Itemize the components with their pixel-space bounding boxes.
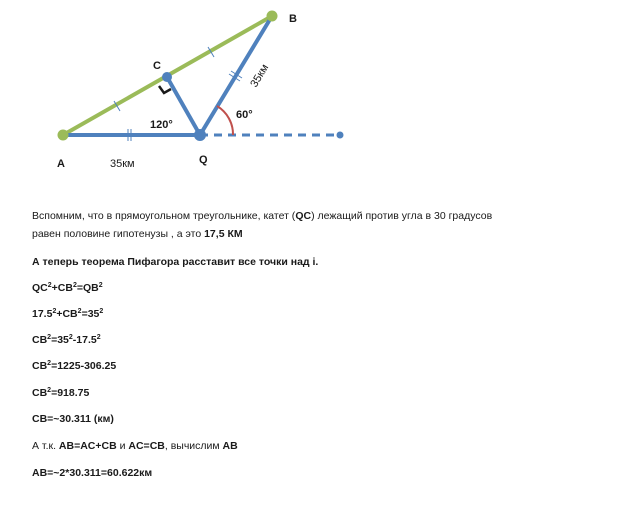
- geometry-diagram: [0, 0, 640, 200]
- point-q: [194, 129, 206, 141]
- equation-1: $QC^2+CB^2=QB^2$: [32, 282, 103, 294]
- point-a: [58, 130, 69, 141]
- label-a: A: [57, 158, 65, 170]
- line2-part-b: 17,5 КМ: [204, 228, 243, 240]
- equation-3: $CB^2=35^2-17.5^2$: [32, 334, 101, 346]
- equation-2: $17.5^2+CB^2=35^2$: [32, 308, 104, 320]
- extension-end-dot: [337, 132, 344, 139]
- length-qb-label: 35км: [248, 62, 272, 90]
- label-q: Q: [199, 154, 208, 166]
- final-result: AB=~2*30.311=60.622км: [32, 467, 153, 479]
- line1-part-c: ) лежащий против угла в 30 градусов: [311, 210, 493, 222]
- point-c: [162, 72, 172, 82]
- explanation-line-1: [32, 208, 492, 224]
- pythagoras-intro: А теперь теорема Пифагора расставит все точки над i.: [32, 256, 319, 268]
- since-line: А т.к. AB=AC+CB и AC=CB, вычислим AB: [32, 440, 238, 452]
- length-aq-label: 35км: [110, 158, 135, 170]
- explanation-line-2: [32, 226, 243, 242]
- right-angle-mark: [159, 86, 171, 93]
- equation-5: $CB^2=918.75$: [32, 387, 90, 399]
- label-c: C: [153, 60, 161, 72]
- angle-60-label: 60°: [236, 109, 253, 121]
- line1-part-b: QC: [295, 210, 312, 222]
- equation-6: CB=~30.311 (км): [32, 413, 114, 425]
- angle-60-arc: [217, 106, 233, 135]
- label-b: B: [289, 13, 297, 25]
- line2-part-a: равен половине гипотенузы , а это: [32, 228, 205, 240]
- point-b: [267, 11, 278, 22]
- line1-part-a: Вспомним, что в прямоугольном треугольнике, катет (: [32, 210, 296, 222]
- equation-4: $CB^2=1225-306.25$: [32, 360, 117, 372]
- angle-120-label: 120°: [150, 119, 173, 131]
